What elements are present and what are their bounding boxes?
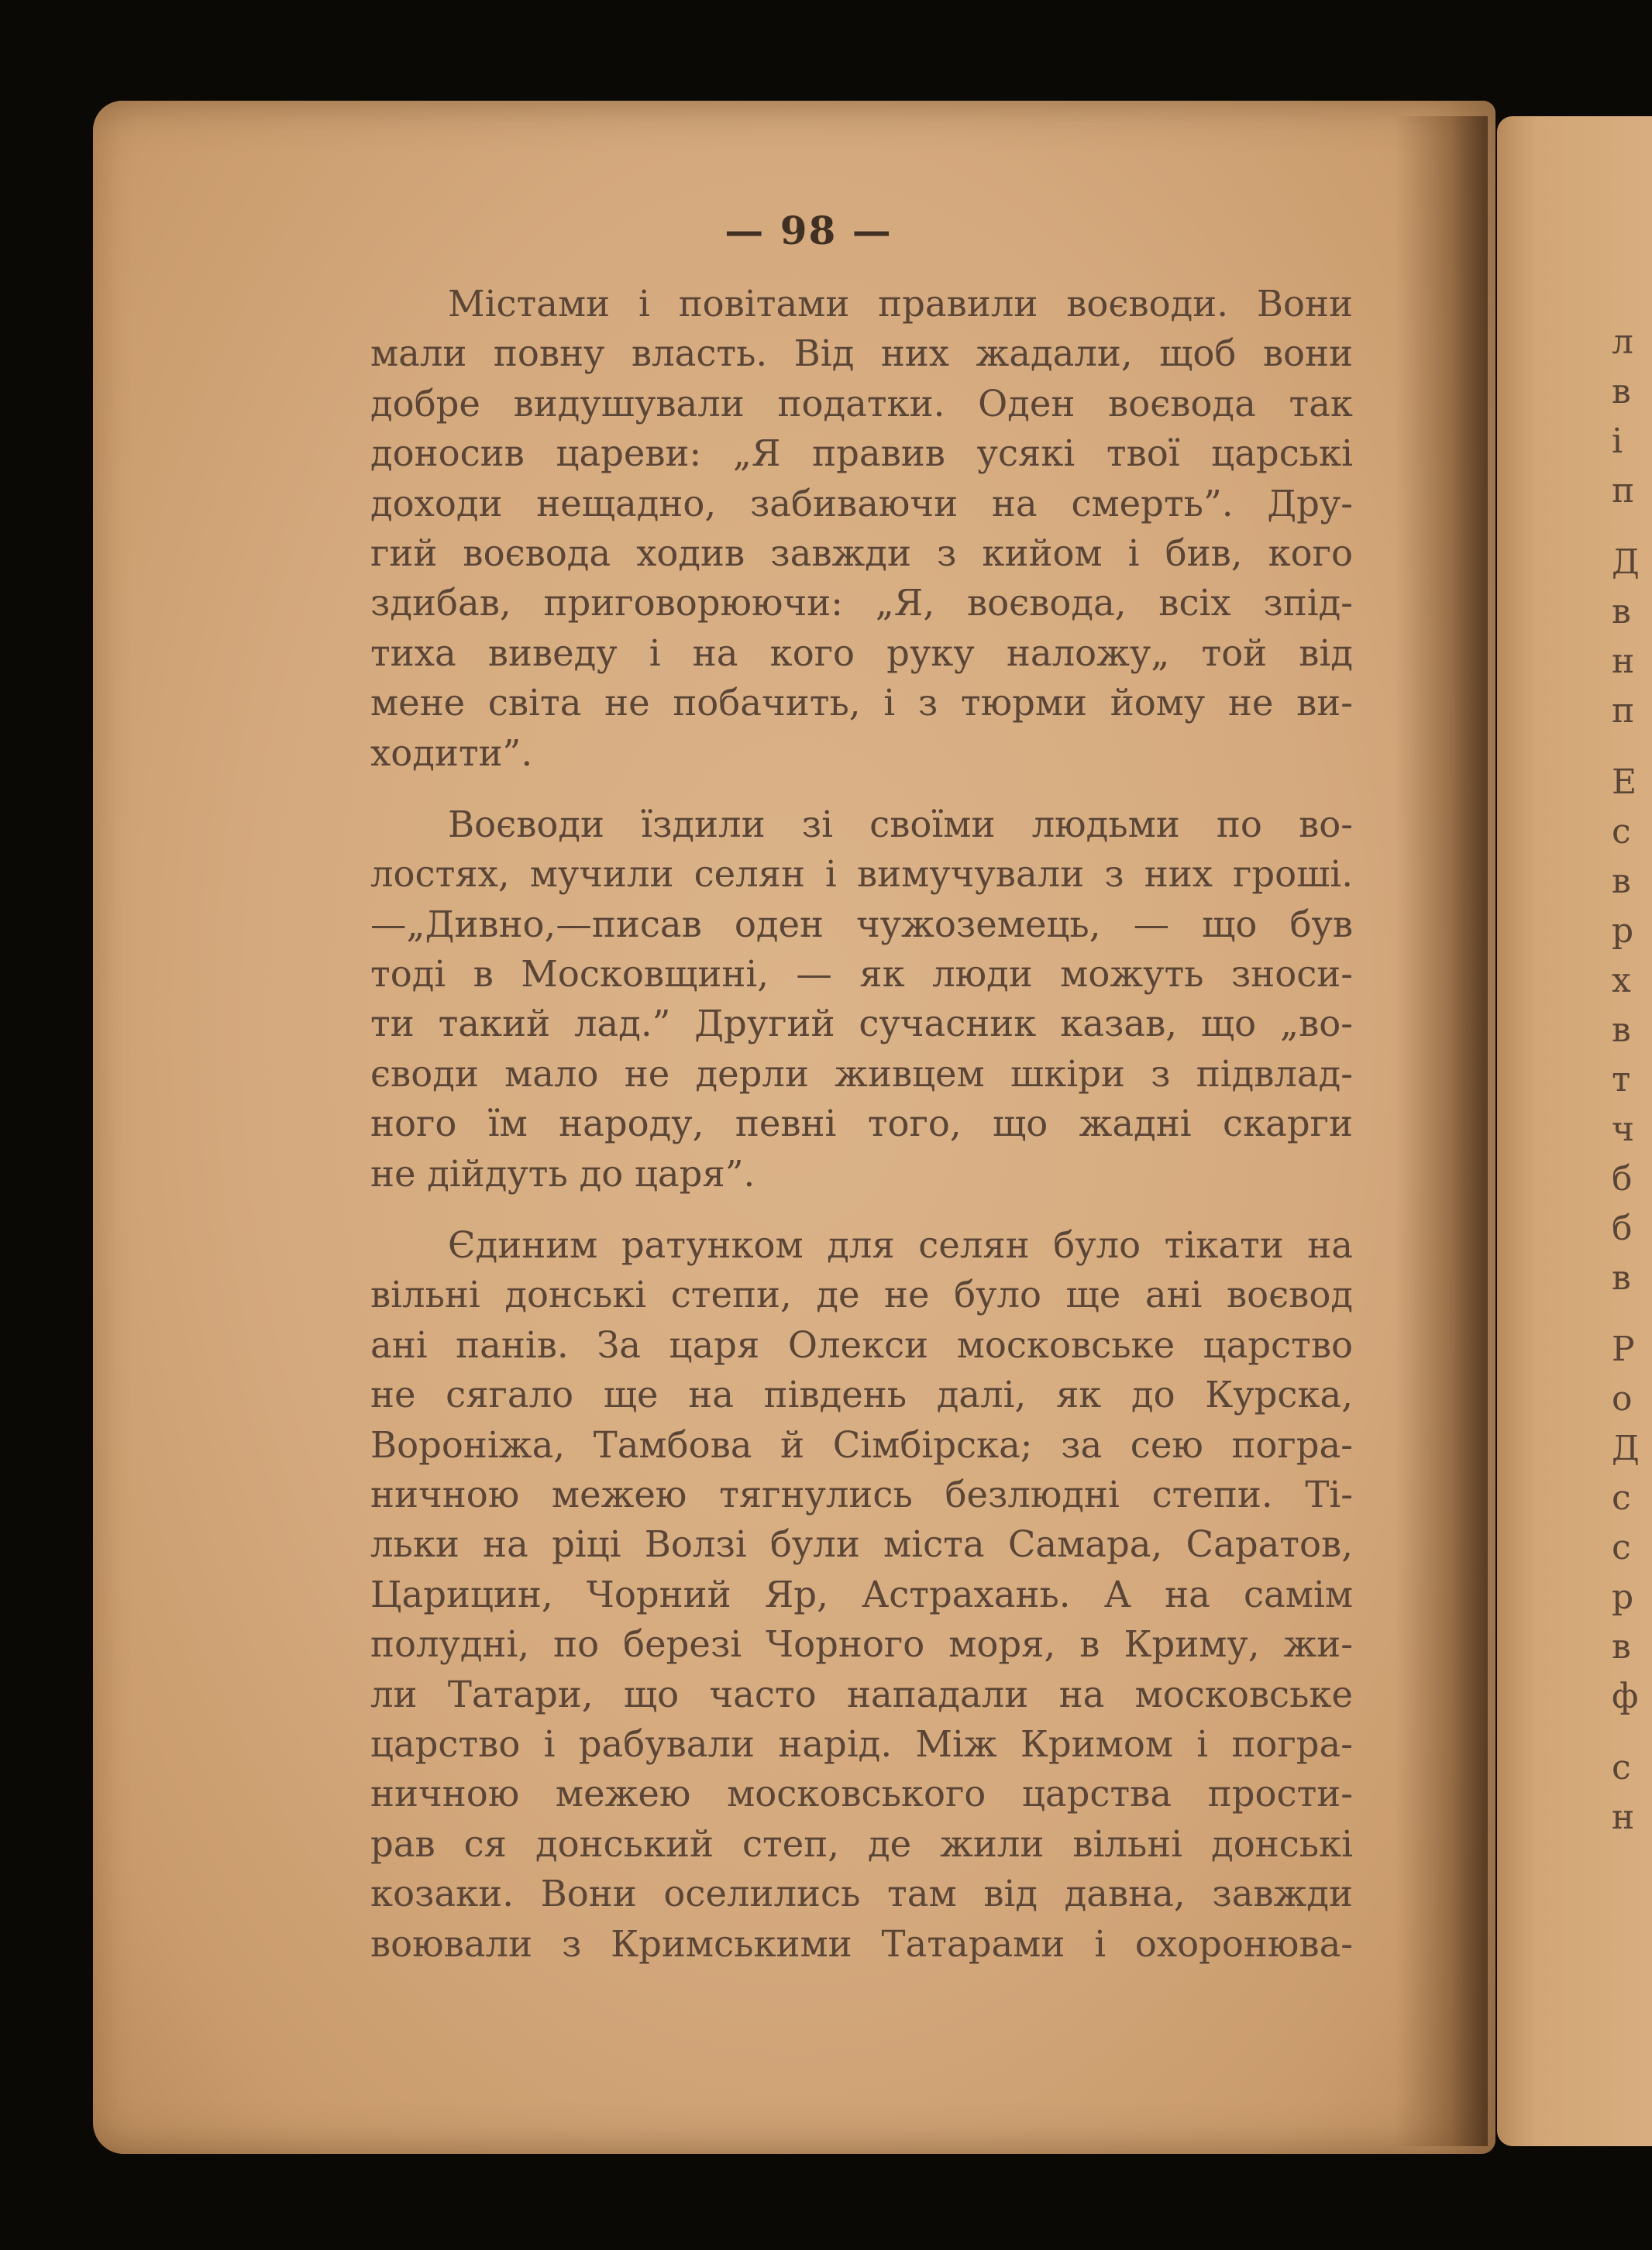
text-line: ти такий лад.” Другий сучасник казав, що „во- (370, 1003, 1353, 1045)
text-line: здибав, приговорюючи: „Я, воєвода, всіх зпід- (370, 582, 1353, 624)
text-line: мали повну власть. Від них жадали, щоб вони (370, 332, 1353, 375)
text-line: полудні, по березі Чорного моря, в Криму, жи- (370, 1623, 1353, 1666)
text-line: рав ся донський степ, де жили вільні донські (370, 1822, 1353, 1865)
facing-fragment: в (1612, 1627, 1631, 1667)
text-line: доходи нещадно, забиваючи на смерть”. Дру- (370, 482, 1353, 525)
facing-fragment: с (1612, 812, 1631, 851)
body-text (370, 279, 1353, 1969)
text-line: лостях, мучили селян і вимучували з них гроші. (370, 853, 1353, 896)
text-line: мене світа не побачить, і з тюрми йому не ви- (370, 682, 1353, 724)
text-line: доносив цареви: „Я правив усякі твої царські (370, 432, 1353, 475)
text-line: ничною межею московського царства прости- (370, 1773, 1353, 1815)
facing-fragment: б (1612, 1209, 1633, 1248)
text-line: —„Дивно,—писав оден чужоземець, — що був (370, 903, 1353, 945)
text-line: добре видушували податки. Оден воєвода так (370, 382, 1353, 425)
facing-fragment: ч (1612, 1110, 1635, 1149)
text-line: гий воєвода ходив завжди з кийом і бив, кого (370, 532, 1353, 574)
text-line: Єдиним ратунком для селян було тікати на (448, 1224, 1353, 1267)
text-line: воювали з Кримськими Татарами і охоронюва- (370, 1922, 1353, 1965)
facing-fragment: Р (1612, 1330, 1635, 1369)
facing-fragment: л (1612, 322, 1633, 362)
text-line: ані панів. За царя Олекси московське царство (370, 1323, 1353, 1366)
facing-fragment: х (1612, 961, 1631, 1000)
text-line: не сягало ще на південь далі, як до Курска, (370, 1374, 1353, 1416)
facing-fragment: п (1612, 691, 1635, 731)
text-line: Царицин, Чорний Яр, Астрахань. А на самім (370, 1573, 1353, 1615)
facing-fragment: Д (1612, 542, 1640, 582)
text-line: Воєводи їздили зі своїми людьми по во- (448, 803, 1353, 845)
text-line: тоді в Московщині, — як люди можуть зноси- (370, 953, 1353, 996)
facing-fragment: в (1612, 592, 1631, 631)
facing-fragment: ф (1612, 1677, 1639, 1716)
facing-fragment: Е (1612, 762, 1637, 802)
facing-page-text (1612, 318, 1643, 1842)
facing-fragment: в (1612, 372, 1631, 411)
facing-fragment: п (1612, 471, 1635, 511)
facing-fragment: б (1612, 1159, 1633, 1199)
paragraph-3 (370, 1220, 1353, 1969)
facing-fragment: в (1612, 1010, 1631, 1050)
text-line: Містами і повітами правили воєводи. Вони (448, 283, 1353, 325)
facing-fragment: в (1612, 862, 1631, 901)
facing-fragment: с (1612, 1528, 1631, 1567)
text-line: ничною межею тягнулись безлюдні степи. Ті- (370, 1473, 1353, 1515)
facing-fragment: р (1612, 1577, 1634, 1617)
text-line: тиха виведу і на кого руку наложу„ той від (370, 631, 1353, 674)
text-line: ходити”. (370, 731, 533, 774)
text-line: Вороніжа, Тамбова й Сімбірска; за сею погра- (370, 1423, 1353, 1466)
text-line: льки на ріці Волзі були міста Самара, Саратов, (370, 1523, 1353, 1566)
text-line: вільні донські степи, де не було ще ані воєвод (370, 1274, 1353, 1316)
facing-fragment: н (1612, 642, 1635, 681)
page-number: — 98 — (724, 208, 893, 253)
text-line: ного їм народу, певні того, що жадні скарги (370, 1103, 1353, 1145)
facing-fragment: Д (1612, 1429, 1640, 1468)
facing-fragment: р (1612, 911, 1634, 951)
facing-fragment: і (1612, 421, 1623, 461)
facing-fragment: с (1612, 1748, 1631, 1787)
facing-fragment: с (1612, 1478, 1631, 1518)
text-line: царство і рабували нарід. Між Кримом і погра- (370, 1722, 1353, 1765)
book-gutter (1395, 116, 1488, 2146)
facing-fragment: о (1612, 1379, 1633, 1419)
paragraph-1 (370, 279, 1353, 778)
facing-fragment: в (1612, 1258, 1631, 1298)
text-line: єводи мало не дерли живцем шкіри з підвлад- (370, 1052, 1353, 1095)
facing-fragment: т (1612, 1060, 1631, 1099)
text-line: ли Татари, що часто нападали на московське (370, 1673, 1353, 1715)
paragraph-2 (370, 800, 1353, 1199)
text-line: не дійдуть до царя”. (370, 1152, 755, 1195)
text-line: козаки. Вони оселились там від давна, завжди (370, 1873, 1353, 1915)
facing-fragment: н (1612, 1798, 1635, 1837)
